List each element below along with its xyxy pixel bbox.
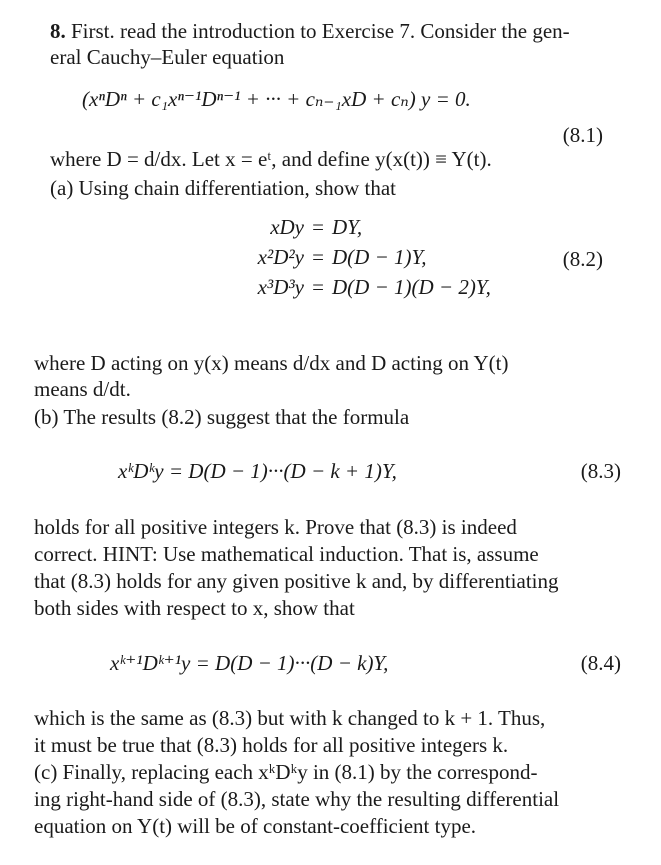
where-definition-line: where D = d/dx. Let x = eᵗ, and define y(x(t)) ≡ Y(t). [50, 147, 492, 171]
exercise-intro-line-2: eral Cauchy–Euler equation [50, 45, 285, 69]
equation-8-1-number: (8.1) [562, 123, 603, 147]
part-b-line: (b) The results (8.2) suggest that the formula [34, 405, 410, 429]
eq-rhs: DY, [332, 215, 363, 239]
equation-8-2-row [194, 212, 491, 242]
equation-8-1: (xⁿDⁿ + c₁xⁿ⁻¹Dⁿ⁻¹ + ··· + cₙ₋₁xD + cₙ) y = 0. [82, 87, 471, 111]
eq-relation: = [312, 275, 324, 299]
closing-line: ing right-hand side of (8.3), state why the resulting differential [34, 787, 560, 811]
closing-line: equation on Y(t) will be of constant-coefficient type. [34, 814, 477, 838]
part-c-line: (c) Finally, replacing each xᵏDᵏy in (8.1) by the correspond- [34, 760, 538, 784]
exercise-intro-text-1: First. read the introduction to Exercise 7. Consider the gen- [71, 19, 570, 43]
eq-rhs: D(D − 1)(D − 2)Y, [332, 275, 491, 299]
closing-line: which is the same as (8.3) but with k changed to k + 1. Thus, [34, 706, 546, 730]
induction-line: holds for all positive integers k. Prove that (8.3) is indeed [34, 515, 517, 539]
equation-8-4: xᵏ⁺¹Dᵏ⁺¹y = D(D − 1)···(D − k)Y, [110, 651, 389, 675]
eq-lhs: xDy [270, 215, 304, 239]
eq-lhs: x²D²y [257, 245, 304, 269]
induction-line: that (8.3) holds for any given positive k and, by differentiating [34, 569, 559, 593]
eq-lhs: x³D³y [257, 275, 304, 299]
equation-8-3: xᵏDᵏy = D(D − 1)···(D − k + 1)Y, [118, 459, 397, 483]
equation-8-2-number: (8.2) [562, 247, 603, 271]
equation-8-4-number: (8.4) [580, 651, 621, 675]
exercise-number: 8. [50, 19, 66, 43]
eq-relation: = [312, 215, 324, 239]
equation-8-3-number: (8.3) [580, 459, 621, 483]
part-a-line: (a) Using chain differentiation, show that [50, 176, 397, 200]
after-8-2-line-2: means d/dt. [34, 377, 131, 401]
after-8-2-line-1: where D acting on y(x) means d/dx and D acting on Y(t) [34, 351, 509, 375]
induction-line: correct. HINT: Use mathematical induction. That is, assume [34, 542, 539, 566]
eq-rhs: D(D − 1)Y, [332, 245, 427, 269]
eq-relation: = [312, 245, 324, 269]
equation-8-2-row [194, 272, 491, 302]
closing-line: it must be true that (8.3) holds for all positive integers k. [34, 733, 509, 757]
induction-line: both sides with respect to x, show that [34, 596, 355, 620]
equation-8-2-row [194, 242, 491, 272]
equation-8-2-block [194, 212, 491, 302]
exercise-intro-line-1 [50, 18, 570, 44]
